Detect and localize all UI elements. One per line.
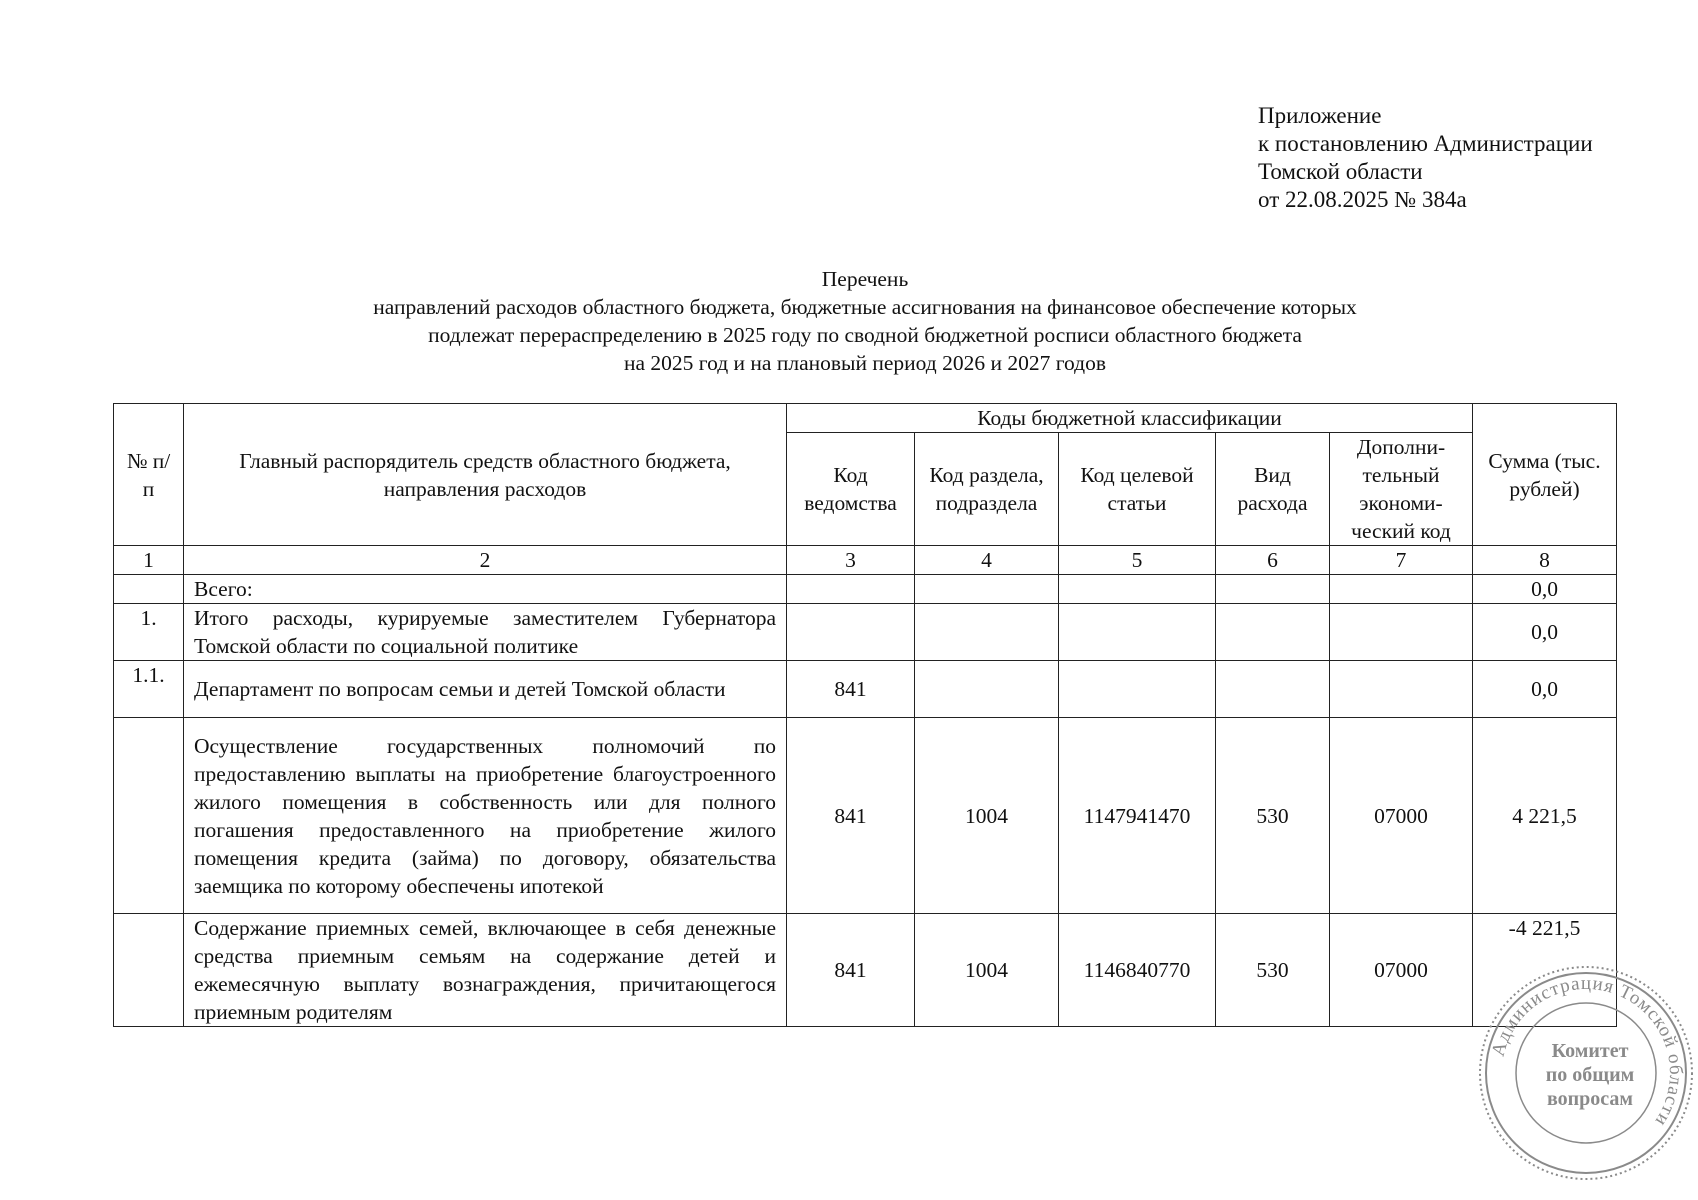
header-expense-type: Вид расхода	[1216, 433, 1330, 546]
row-name: Департамент по вопросам семьи и детей Томской области	[184, 661, 787, 718]
stamp-center-line-3: вопросам	[1546, 1088, 1634, 1110]
table-row-housing	[114, 718, 1617, 914]
index-cell: 4	[915, 546, 1059, 575]
index-cell: 5	[1059, 546, 1216, 575]
header-dept-code: Код ведомства	[787, 433, 915, 546]
row-type	[1216, 604, 1330, 661]
row-name: Содержание приемных семей, включающее в себя денежные средства приемным семьям на содержание детей и ежемесячную выплату вознаграждения, причитающегося приемным родителям	[184, 914, 787, 1027]
row-section	[915, 575, 1059, 604]
row-name: Итого расходы, курируемые заместителем Губернатора Томской области по социальной политике	[184, 604, 787, 661]
index-cell: 3	[787, 546, 915, 575]
title-line-4: на 2025 год и на плановый период 2026 и 2027 годов	[624, 351, 1106, 375]
header-sum: Сумма (тыс. рублей)	[1473, 404, 1617, 546]
appendix-line-2: к постановлению Администрации	[1258, 131, 1593, 156]
row-target: 1147941470	[1059, 718, 1216, 914]
row-name: Осуществление государственных полномочий по предоставлению выплаты на приобретение благоустроенного жилого помещения в собственность или для полного погашения предоставленного на приобретение жилого помещения кредита (займа) по договору, обязательства заемщика по которому обеспечены ипотекой	[184, 718, 787, 914]
index-cell: 8	[1473, 546, 1617, 575]
row-section: 1004	[915, 914, 1059, 1027]
title-line-2: направлений расходов областного бюджета, бюджетные ассигнования на финансовое обеспечение которых	[373, 295, 1357, 319]
row-sum: 0,0	[1473, 575, 1617, 604]
appendix-note	[1258, 102, 1593, 214]
row-dept: 841	[787, 914, 915, 1027]
row-dept: 841	[787, 661, 915, 718]
stamp-ring-text: Администрация Томской области	[1487, 972, 1687, 1131]
header-name: Главный распорядитель средств областного бюджета, направления расходов	[184, 404, 787, 546]
title-line-1: Перечень	[821, 267, 909, 291]
index-cell: 6	[1216, 546, 1330, 575]
row-section	[915, 661, 1059, 718]
stamp-center-line-2: по общим	[1545, 1064, 1635, 1086]
table-row-total	[114, 575, 1617, 604]
row-num	[114, 718, 184, 914]
row-sum: 4 221,5	[1473, 718, 1617, 914]
appendix-line-1: Приложение	[1258, 103, 1382, 128]
index-cell: 2	[184, 546, 787, 575]
row-sum: -4 221,5	[1473, 914, 1617, 1027]
index-row	[114, 546, 1617, 575]
index-cell: 1	[114, 546, 184, 575]
index-cell: 7	[1330, 546, 1473, 575]
stamp-center-line-1: Комитет	[1551, 1040, 1629, 1062]
row-num	[114, 575, 184, 604]
row-dept	[787, 604, 915, 661]
row-dept	[787, 575, 915, 604]
table-row-1-1	[114, 661, 1617, 718]
official-stamp	[1476, 963, 1696, 1183]
row-target	[1059, 661, 1216, 718]
appendix-line-4: от 22.08.2025 № 384а	[1258, 187, 1467, 212]
row-extra	[1330, 661, 1473, 718]
row-sum: 0,0	[1473, 604, 1617, 661]
header-num: № п/п	[114, 404, 184, 546]
row-type	[1216, 661, 1330, 718]
row-section: 1004	[915, 718, 1059, 914]
row-extra: 07000	[1330, 914, 1473, 1027]
appendix-line-3: Томской области	[1258, 159, 1423, 184]
header-section-code: Код раздела, подраздела	[915, 433, 1059, 546]
row-sum: 0,0	[1473, 661, 1617, 718]
row-type: 530	[1216, 718, 1330, 914]
row-name: Всего:	[184, 575, 787, 604]
row-target	[1059, 575, 1216, 604]
row-type: 530	[1216, 914, 1330, 1027]
row-extra	[1330, 575, 1473, 604]
row-dept: 841	[787, 718, 915, 914]
budget-table	[113, 403, 1617, 1027]
header-codes-group: Коды бюджетной классификации	[787, 404, 1473, 433]
row-extra: 07000	[1330, 718, 1473, 914]
document-title	[0, 265, 1698, 377]
row-type	[1216, 575, 1330, 604]
title-line-3: подлежат перераспределению в 2025 году по сводной бюджетной росписи областного бюджета	[428, 323, 1302, 347]
table-row-foster	[114, 914, 1617, 1027]
row-num: 1.1.	[114, 661, 184, 718]
row-target	[1059, 604, 1216, 661]
row-section	[915, 604, 1059, 661]
header-extra-code: Дополни-тельный экономи-ческий код	[1330, 433, 1473, 546]
row-num: 1.	[114, 604, 184, 661]
row-num	[114, 914, 184, 1027]
row-extra	[1330, 604, 1473, 661]
row-target: 1146840770	[1059, 914, 1216, 1027]
table-row-1	[114, 604, 1617, 661]
header-row-1	[114, 404, 1617, 433]
header-target-code: Код целевой статьи	[1059, 433, 1216, 546]
